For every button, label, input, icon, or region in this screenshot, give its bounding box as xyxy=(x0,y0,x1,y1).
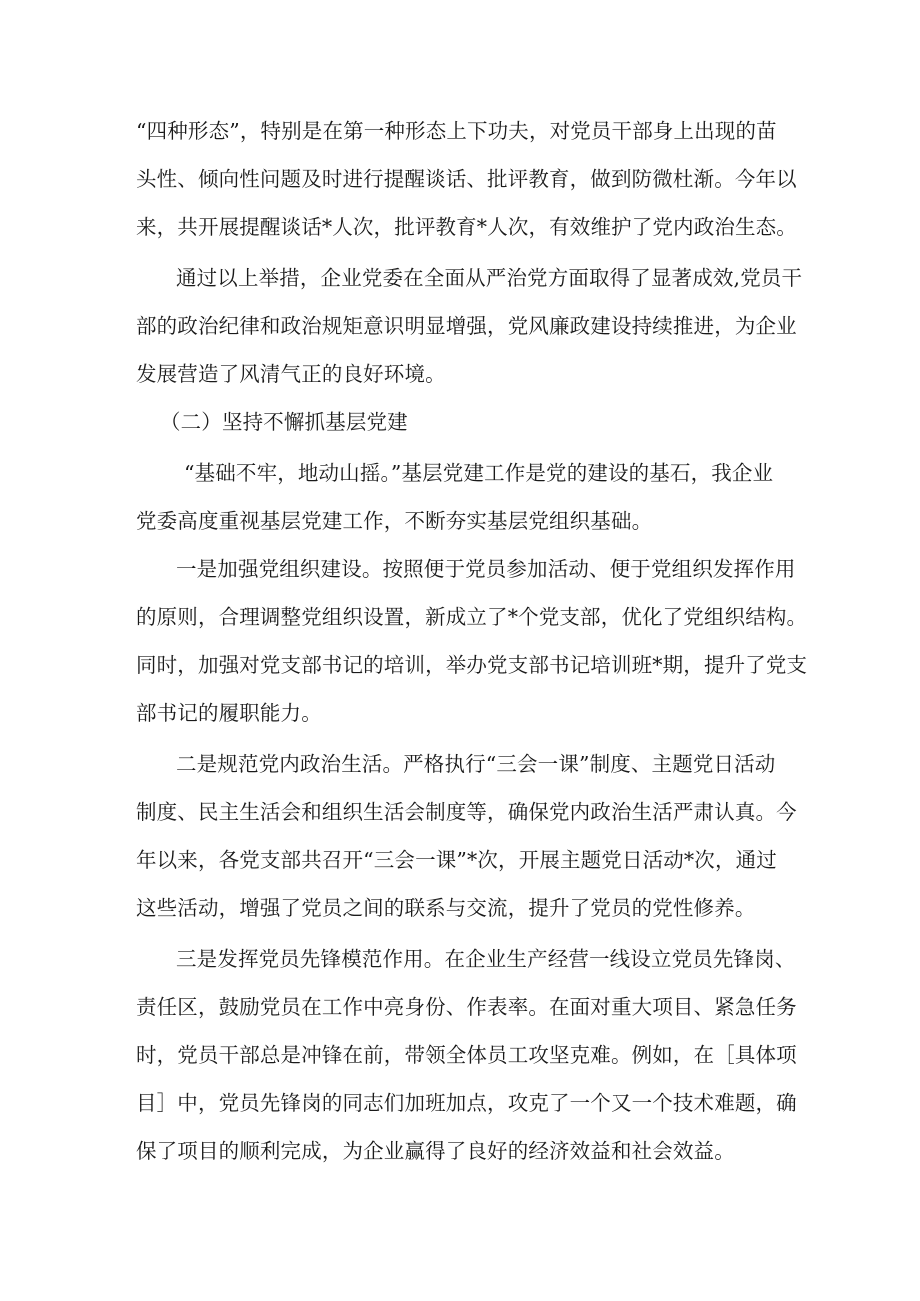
paragraph-start-line: 一是加强党组织建设。按照便于党员参加活动、便于党组织发挥作用 xyxy=(176,557,796,581)
text-line: 部的政治纪律和政治规矩意识明显增强，党风廉政建设持续推进，为企业 xyxy=(136,314,797,338)
section-heading: （二）坚持不懈抓基层党建 xyxy=(160,410,408,434)
text-line: 时，党员干部总是冲锋在前，带领全体员工攻坚克难。例如，在［具体项 xyxy=(136,1043,797,1067)
text-line: “四种形态”，特别是在第一种形态上下功夫，对党员干部身上出现的苗 xyxy=(136,119,777,143)
text-line: 同时，加强对党支部书记的培训，举办党支部书记培训班*期，提升了党支 xyxy=(136,653,808,677)
text-line: 头性、倾向性问题及时进行提醒谈话、批评教育，做到防微杜渐。今年以 xyxy=(136,167,797,191)
text-line: 部书记的履职能力。 xyxy=(136,701,322,725)
paragraph-start-line: 三是发挥党员先锋模范作用。在企业生产经营一线设立党员先锋岗、 xyxy=(176,947,796,971)
paragraph-start-line: 二是规范党内政治生活。严格执行“三会一课”制度、主题党日活动 xyxy=(176,752,776,776)
text-line: 党委高度重视基层党建工作，不断夯实基层党组织基础。 xyxy=(136,509,653,533)
text-line: 目］中，党员先锋岗的同志们加班加点，攻克了一个又一个技术难题，确 xyxy=(136,1091,797,1115)
paragraph-start-line: “基础不牢，地动山摇。”基层党建工作是党的建设的基石，我企业 xyxy=(184,461,774,485)
text-line: 这些活动，增强了党员之间的联系与交流，提升了党员的党性修养。 xyxy=(136,896,756,920)
text-line: 制度、民主生活会和组织生活会制度等，确保党内政治生活严肃认真。今 xyxy=(136,800,797,824)
text-line: 责任区，鼓励党员在工作中亮身份、作表率。在面对重大项目、紧急任务 xyxy=(136,995,797,1019)
text-line: 发展营造了风清气正的良好环境。 xyxy=(136,362,446,386)
paragraph-start-line: 通过以上举措，企业党委在全面从严治党方面取得了显著成效,党员干 xyxy=(176,266,803,290)
text-line: 年以来，各党支部共召开“三会一课”*次，开展主题党日活动*次，通过 xyxy=(136,848,777,872)
text-line: 的原则，合理调整党组织设置，新成立了*个党支部，优化了党组织结构。 xyxy=(136,605,808,629)
text-line: 来，共开展提醒谈话*人次，批评教育*人次，有效维护了党内政治生态。 xyxy=(136,215,797,239)
text-line: 保了项目的顺利完成，为企业赢得了良好的经济效益和社会效益。 xyxy=(136,1139,735,1163)
